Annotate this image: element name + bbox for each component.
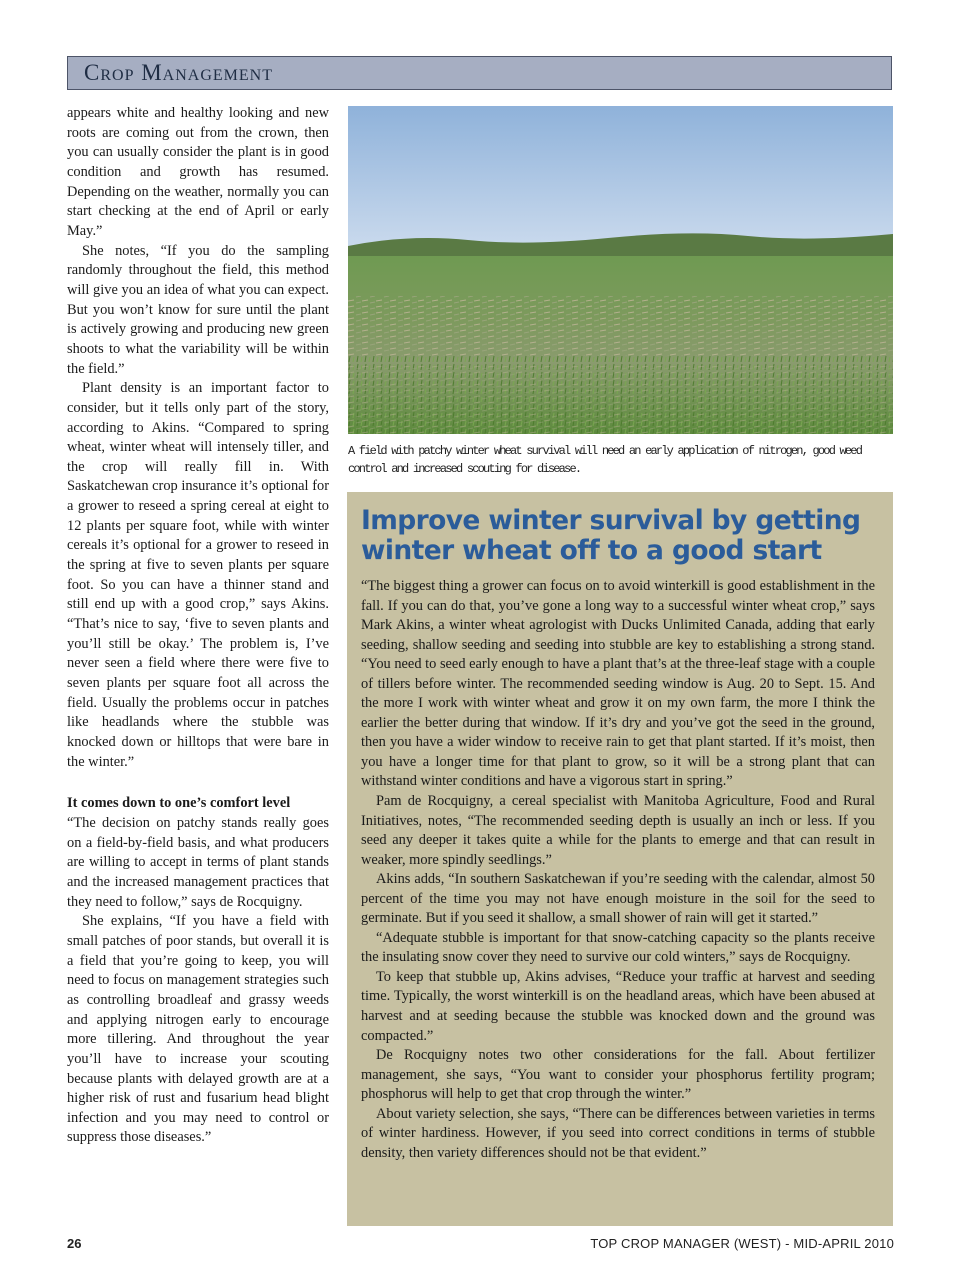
field-photo (348, 106, 893, 434)
body-paragraph: appears white and healthy looking and new roots are coming out from the crown, then you can usually consider the plant is in good condition and growth has resumed. Depending on the weather, normally you can start checking at the end of April or early May.” (67, 105, 329, 239)
sidebar-paragraph: About variety selection, she says, “There can be differences between varieties in terms of winter hardiness. However, if you seed into correct conditions in terms of stubble density, then variety differences should not be that evident.” (361, 1105, 875, 1161)
subheading: It comes down to one’s comfort level (67, 795, 291, 812)
section-title: Crop Management (84, 60, 273, 85)
body-paragraph: She explains, “If you have a field with small patches of poor stands, but overall it is a field that you’re going to keep, you will need to focus on management strategies such as controlling broadleaf and grassy weeds and applying nitrogen early to encourage more tillering. And throughout the year you’ll have to increase your scouting because plants with delayed growth are at a higher risk of rust and fusarium head blight infection and you may need to control or suppress those diseases.” (67, 913, 329, 1146)
sidebar-paragraph: Pam de Rocquigny, a cereal specialist with Manitoba Agriculture, Food and Rural Initiatives, notes, “The recommended seeding depth is usually an inch or less. If you seed any deeper it takes quite a while for the plants to emerge and that can result in weaker, more spindly seedlings.” (361, 793, 875, 868)
left-column (67, 104, 329, 1148)
photo-caption: A field with patchy winter wheat survival will need an early application of nitrogen, good weed control and increased scouting for disease. (348, 444, 862, 476)
sidebar-box (347, 492, 893, 1226)
sidebar-body (361, 577, 875, 1163)
sidebar-paragraph: “Adequate stubble is important for that snow-catching capacity so the plants receive the insulating snow cover they need to survive our cold winters,” says de Rocquigny. (361, 929, 875, 966)
field-photo-image (348, 106, 893, 434)
sidebar-paragraph: De Rocquigny notes two other considerations for the fall. About fertilizer management, she says, “You want to consider your phosphorus fertility program; phosphorus will help to get that crop through the winter.” (361, 1047, 875, 1103)
sidebar-paragraph: To keep that stubble up, Akins advises, “Reduce your traffic at harvest and seeding time. Typically, the worst winterkill is on the headland areas, which have been abused at harvest and at seeding because the stubble was knocked down and the ground was compacted.” (361, 968, 875, 1044)
sidebar-title: Improve winter survival by getting winter wheat off to a good start (361, 505, 861, 566)
publication-footer: TOP CROP MANAGER (WEST) - MID-APRIL 2010 (590, 1236, 894, 1251)
body-paragraph: Plant density is an important factor to consider, but it tells only part of the story, according to Akins. “Compared to spring wheat, winter wheat will intensely tiller, and the crop will really fill in. With Saskatchewan crop insurance it’s optional for a grower to reseed a spring cereal at eight to 12 plants per square foot, while with winter cereals it’s optional for a grower to reseed in the spring at five to seven plants per square foot. So you can have a thinner stand and still end up with a good crop,” says Akins. “That’s nice to say, ‘five to seven plants and you’ll still be okay.’ The problem is, I’ve never seen a field where there were five to seven plants per square foot all across the field. Usually the problems occur in patches like headlands where the stubble was knocked down or hilltops that were bare in the winter.” (67, 380, 329, 770)
section-header-bar (67, 56, 892, 90)
body-paragraph: “The decision on patchy stands really goes on a field-by-field basis, and what producers are willing to accept in terms of plant stands and the increased management practices that they need to follow,” says de Rocquigny. (67, 814, 329, 910)
body-paragraph: She notes, “If you do the sampling randomly throughout the field, this method will give you an idea of what you can expect. But you won’t know for sure until the plant is actively growing and producing new green shoots to what the variability will be within the field.” (67, 242, 329, 377)
sidebar-paragraph: Akins adds, “In southern Saskatchewan if you’re seeding with the calendar, almost 50 percent of the time you may not have enough moisture in the soil for the seed to germinate. But if you seed it shallow, a small shower of rain will get it started.” (361, 871, 875, 927)
sidebar-paragraph: “The biggest thing a grower can focus on to avoid winterkill is good establishment in the fall. If you can do that, you’ve gone a long way to a successful winter wheat crop,” says Mark Akins, a winter wheat agrologist with Ducks Unlimited Canada, adding that early seeding, shallow seeding and seeding into stubble are key to establishing a strong stand. “You need to seed early enough to have a plant that’s at the three-leaf stage with a couple of tillers before winter. The recommended seeding window is Aug. 20 to Sept. 15. And the more I work with winter wheat and grow it on my own farm, the more I think the earlier the better during that window. If it’s dry and you’ve got the seed in the ground, then you have a wider window to receive rain to get that plant started. If it’s moist, then you have a longer time for that plant to grow, so it will be a strong plant that can withstand winter conditions and have a vigorous start in spring.” (361, 578, 875, 790)
page-number: 26 (67, 1236, 82, 1251)
